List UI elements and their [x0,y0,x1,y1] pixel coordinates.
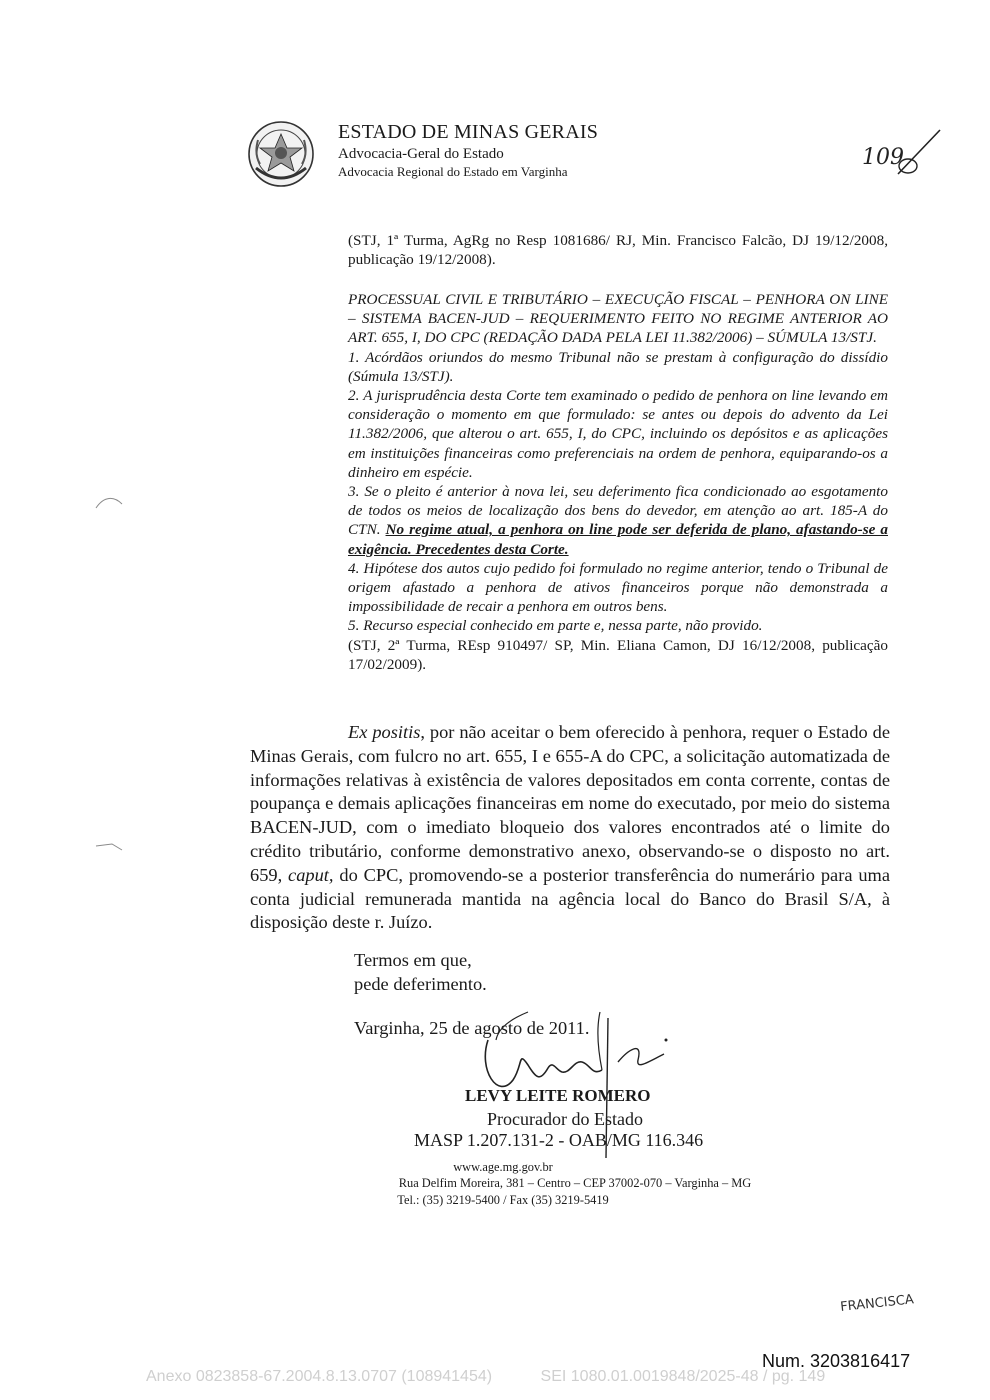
quote-heading: PROCESSUAL CIVIL E TRIBUTÁRIO – EXECUÇÃO FISCAL – PENHORA ON LINE – SISTEMA BACEN-JUD – REQUERIMENTO FEITO NO REGIME ANTERIOR AO ART. 655, I, DO CPC (REDAÇÃO DADA PELA LEI 11.382/2006) – SÚMULA 13/STJ. [348,291,888,347]
citation-top: (STJ, 1ª Turma, AgRg no Resp 1081686/ RJ, Min. Francisco Falcão, DJ 19/12/2008, publicação 19/12/2008). [348,232,888,269]
page-mark-text: 109 [862,145,904,170]
body-part-2: do CPC, promovendo-se a posterior transferência do numerário para uma conta judicial remunerada mantida na agência local do Banco do Brasil S/A, à disposição deste r. Juízo. [250,864,891,933]
place-and-date: Varginha, 25 de agosto de 2011. [354,1018,590,1038]
footer-website: www.age.mg.gov.br [453,1160,553,1174]
closing-line-2: pede deferimento. [354,974,487,994]
lead-italic: Ex positis [348,722,421,742]
handwritten-page-number [858,128,944,180]
quote-item-2: 2. A jurisprudência desta Corte tem examinado o pedido de penhora on line levando em consideração o momento em que formulado: se antes ou depois do advento da Lei 11.382/2006, que alterou o art. 655, I, do CPC, incluindo os depósitos e as aplicações em instituições financeiras como preferenciais na ordem de penhora, equiparando-os a dinheiro em espécie. [348,387,888,481]
quote-source: (STJ, 2ª Turma, REsp 910497/ SP, Min. Eliana Camon, DJ 16/12/2008, publicação 17/02/2009). [348,636,888,673]
scan-mark-2 [92,836,132,856]
quote-item-3 [348,482,888,559]
annex-reference: Anexo 0823858-67.2004.8.13.0707 (108941454) [146,1368,493,1385]
closing-formula [354,948,487,996]
request-text [250,721,890,935]
closing-line-1: Termos em que, [354,950,472,970]
header-title: ESTADO DE MINAS GERAIS [338,121,599,143]
annex-reference-line [146,1368,869,1386]
handwritten-note-text: FRANCISCA [839,1292,915,1315]
sei-reference: SEI 1080.01.0019848/2025-48 / pg. 149 [540,1368,826,1385]
quote-item-4: 4. Hipótese dos autos cujo pedido foi formulado no regime anterior, tendo o Tribunal de origem afastado a penhora de ativos financeiros porque não demonstrada a impossibilidade de recair a penhora em outros bens. [348,559,888,616]
scan-mark-1 [92,492,132,512]
quote-item-3-emphasis: No regime atual, a penhora on line pode ser deferida de plano, afastando-se a exigência. Precedentes desta Corte. [348,521,888,558]
quote-item-1: 1. Acórdãos oriundos do mesmo Tribunal não se prestam à configuração do dissídio (Súmula 13/STJ). [348,348,888,385]
signatory-name: LEVY LEITE ROMERO [465,1086,651,1105]
jurisprudence-quote [348,290,888,674]
handwritten-signature [478,1010,678,1160]
request-paragraph [250,721,890,935]
document-number: Num. 3203816417 [762,1351,911,1371]
caput-italic: caput, [288,864,334,885]
footer-phone: Tel.: (35) 3219-5400 / Fax (35) 3219-5419 [397,1193,609,1207]
handwritten-note [838,1285,918,1319]
signatory-role: Procurador do Estado [487,1109,643,1129]
quote-item-3-text: 3. Se o pleito é anterior à nova lei, seu deferimento fica condicionado ao esgotamento de todos os meios de localização dos bens do devedor, em atenção ao art. 185-A do CTN. [348,483,888,539]
header-subtitle-regional: Advocacia Regional do Estado em Varginha [338,164,568,179]
quote-item-5: 5. Recurso especial conhecido em parte e, nessa parte, não provido. [348,617,763,635]
header-subtitle: Advocacia-Geral do Estado [338,146,504,162]
body-part-1: , por não aceitar o bem oferecido à penhora, requer o Estado de Minas Gerais, com fulcro no art. 655, I e 655-A do CPC, a solicitação automatizada de informações relativas à existência de valores depositados em conta corrente, contas de poupança e demais aplicações financeiras em nome do executado, por meio do sistema BACEN-JUD, com o imediato bloqueio dos valores encontrados até o limite do crédito tributário, conforme demonstrativo anexo, observando-se o disposto no art. 659, [250,722,890,885]
footer-address: Rua Delfim Moreira, 381 – Centro – CEP 37002-070 – Varginha – MG [398,1176,752,1190]
signatory-registration: MASP 1.207.131-2 - OAB/MG 116.346 [414,1130,704,1150]
state-seal-logo [246,120,316,188]
